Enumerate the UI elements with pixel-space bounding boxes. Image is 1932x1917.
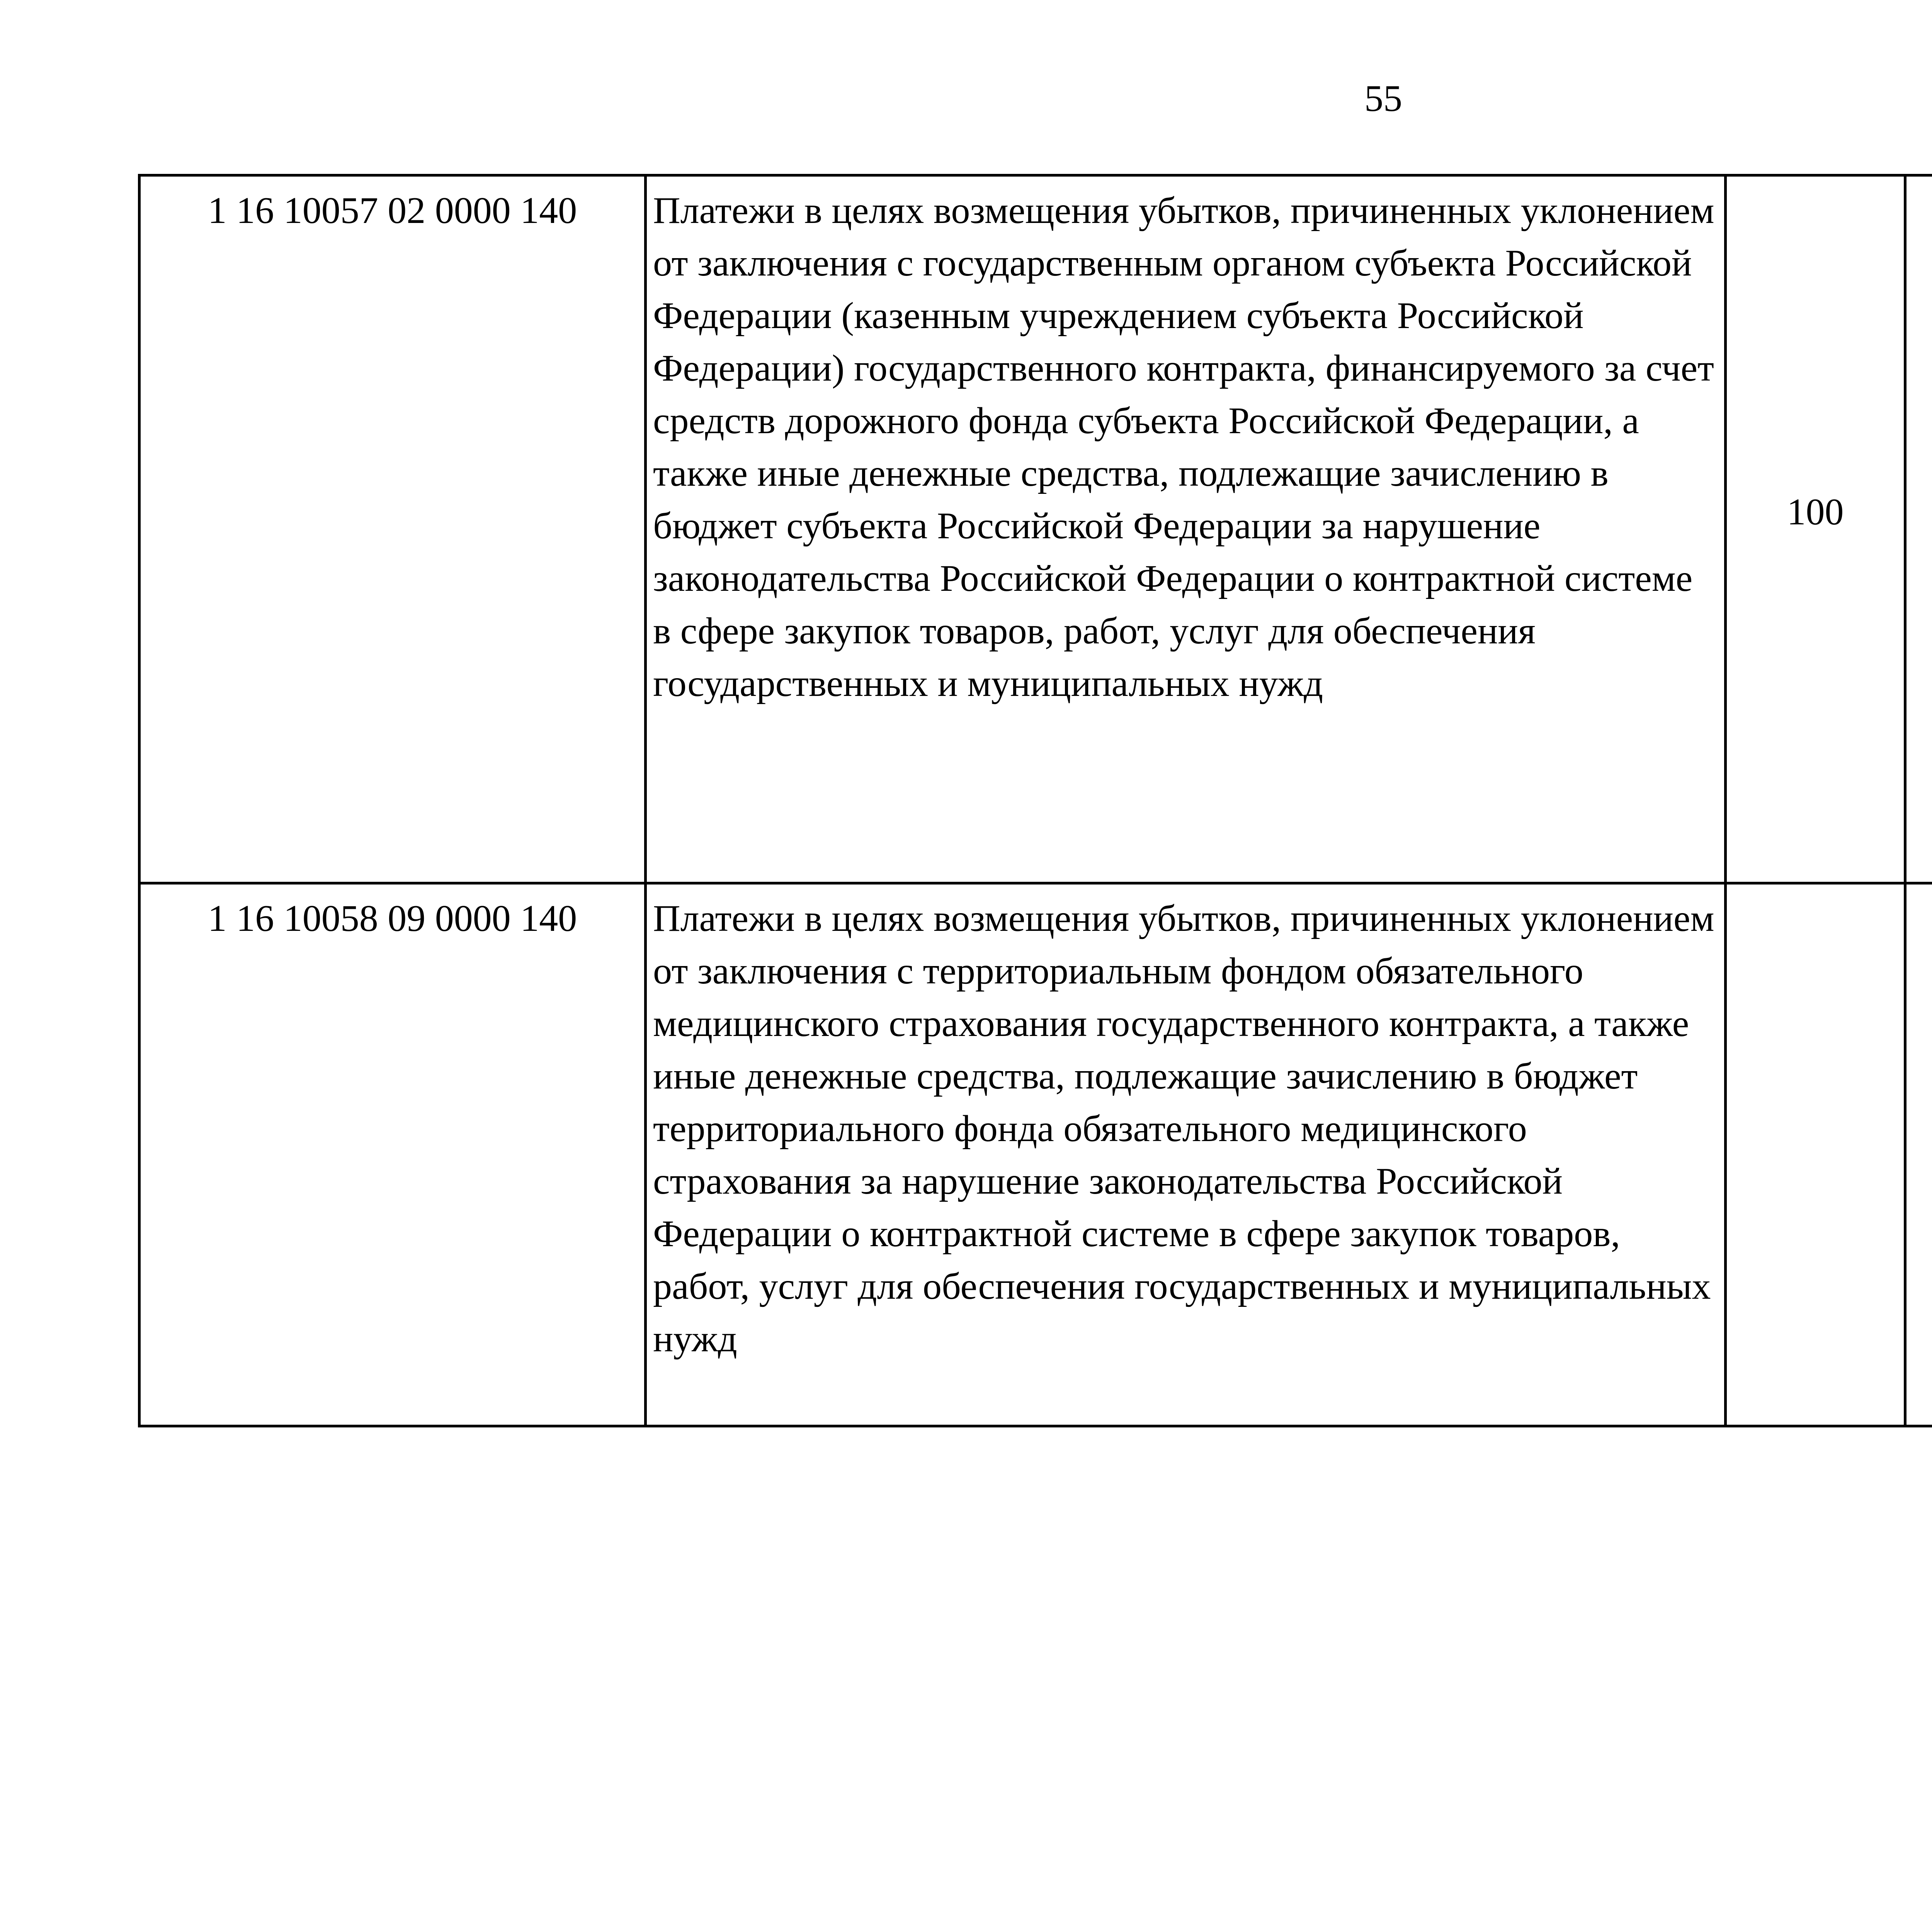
description-cell: Платежи в целях возмещения убытков, причиненных уклонением от заключения с государственным органом субъекта Российской Федерации (казенным учреждением субъекта Российской Федерации) государственного контракта, финансируемого за счет средств дорожного фонда субъекта Российской Федерации, а также иные денежные средства, подлежащие зачислению в бюджет субъекта Российской Федерации за нарушение законодательства Российской Федерации о контрактной системе в сфере закупок товаров, работ, услуг для обеспечения государственных и муниципальных нужд [646, 175, 1726, 883]
value-cell-1 [1726, 883, 1905, 1426]
budget-table [138, 174, 1932, 1427]
description-cell: Платежи в целях возмещения убытков, причиненных уклонением от заключения с территориальным фондом обязательного медицинского страхования государственного контракта, а также иные денежные средства, подлежащие зачислению в бюджет территориального фонда обязательного медицинского страхования за нарушение законодательства Российской Федерации о контрактной системе в сфере закупок товаров, работ, услуг для обеспечения государственных и муниципальных нужд [646, 883, 1726, 1426]
value-cell-2 [1905, 175, 1932, 883]
budget-code-cell: 1 16 10057 02 0000 140 [139, 175, 646, 883]
table-row [139, 175, 1932, 883]
table-row [139, 883, 1932, 1426]
page-number: 55 [1364, 78, 1402, 119]
budget-code-cell: 1 16 10058 09 0000 140 [139, 883, 646, 1426]
value-cell-2 [1905, 883, 1932, 1426]
value-cell-1: 100 [1726, 175, 1905, 883]
